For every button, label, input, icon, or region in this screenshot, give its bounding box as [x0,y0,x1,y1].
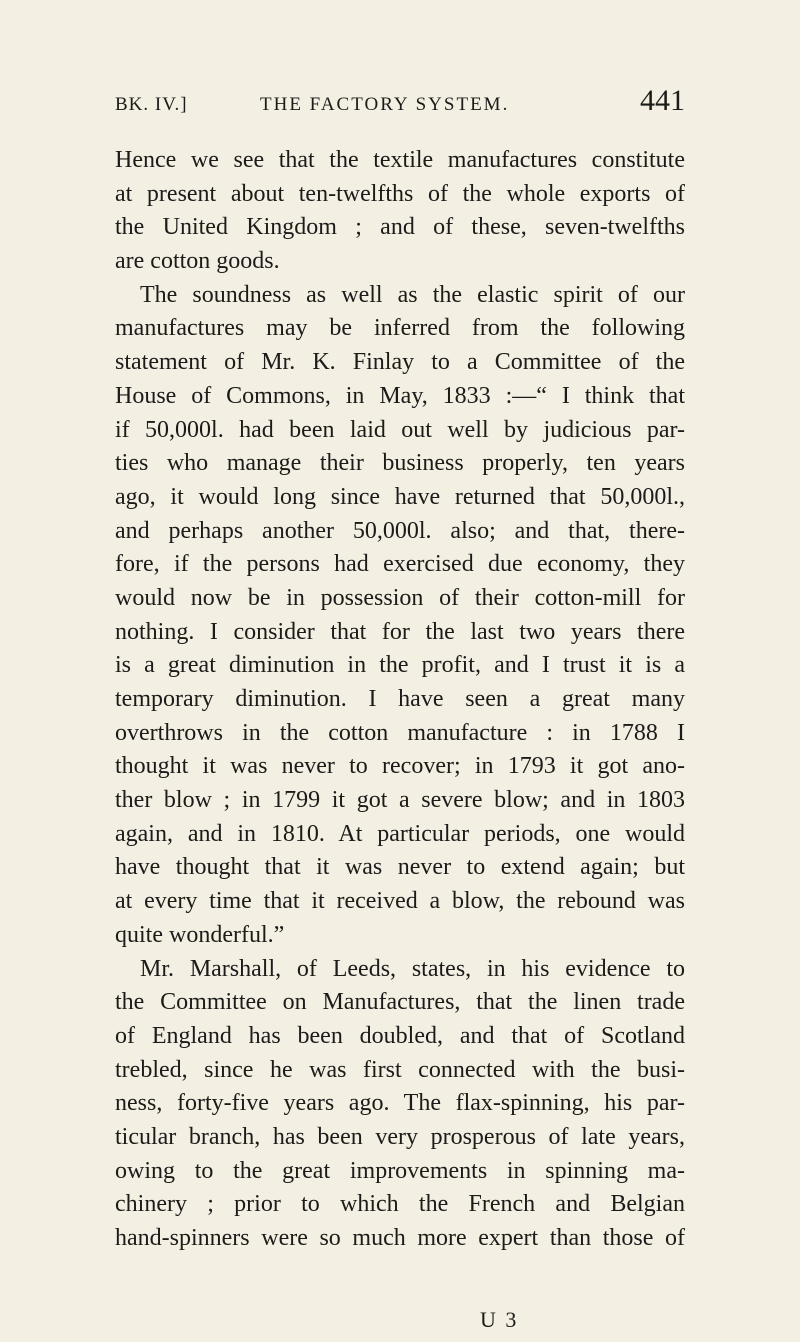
text-line: if 50,000l. had been laid out well by judicious par- [115,416,685,443]
text-line: quite wonderful.” [115,921,285,948]
text-line: of England has been doubled, and that of Scotland [115,1022,685,1049]
text-line: and perhaps another 50,000l. also; and that, there- [115,517,685,544]
text-line: Hence we see that the textile manufactures constitute [115,147,685,173]
text-line: House of Commons, in May, 1833 :—“ I think that [115,382,685,409]
running-title: THE FACTORY SYSTEM. [260,94,510,115]
text-line: ness, forty-five years ago. The flax-spinning, his par- [115,1090,685,1117]
text-line: manufactures may be inferred from the following [115,315,685,342]
text-line: at every time that it received a blow, the rebound was [115,888,685,915]
text-line: chinery ; prior to which the French and Belgian [115,1191,685,1218]
running-header [115,84,685,124]
book-reference: BK. IV.] [115,94,188,115]
text-line: hand-spinners were so much more expert than those of [115,1225,685,1251]
text-line: Mr. Marshall, of Leeds, states, in his evidence to [140,955,685,982]
page-number: 441 [640,84,685,117]
signature-mark: U 3 [480,1307,519,1332]
text-line: thought it was never to recover; in 1793 it got ano- [115,753,685,780]
text-line: would now be in possession of their cotton-mill for [115,584,685,611]
text-line: temporary diminution. I have seen a great many [115,686,685,712]
text-line: The soundness as well as the elastic spirit of our [140,281,685,308]
text-line: nothing. I consider that for the last two years there [115,618,685,645]
text-line: fore, if the persons had exercised due economy, they [115,551,685,578]
text-line: have thought that it was never to extend again; but [115,854,685,881]
text-line: ther blow ; in 1799 it got a severe blow; and in 1803 [115,787,685,814]
text-line: ties who manage their business properly, ten years [115,450,685,477]
text-line: the Committee on Manufactures, that the linen trade [115,989,685,1016]
text-line: the United Kingdom ; and of these, seven-twelfths [115,214,685,241]
text-line: overthrows in the cotton manufacture : in 1788 I [115,719,685,746]
body-text [115,143,685,1255]
text-line: ticular branch, has been very prosperous of late years, [115,1123,685,1150]
text-line: is a great diminution in the profit, and I trust it is a [115,652,685,679]
text-line: ago, it would long since have returned that 50,000l., [115,483,685,510]
text-line: statement of Mr. K. Finlay to a Committee of the [115,349,685,376]
text-line: owing to the great improvements in spinning ma- [115,1157,685,1184]
text-line: again, and in 1810. At particular periods, one would [115,820,685,847]
text-line: trebled, since he was first connected with the busi- [115,1056,685,1083]
text-line: at present about ten-twelfths of the whole exports of [115,180,685,207]
text-line: are cotton goods. [115,248,280,275]
